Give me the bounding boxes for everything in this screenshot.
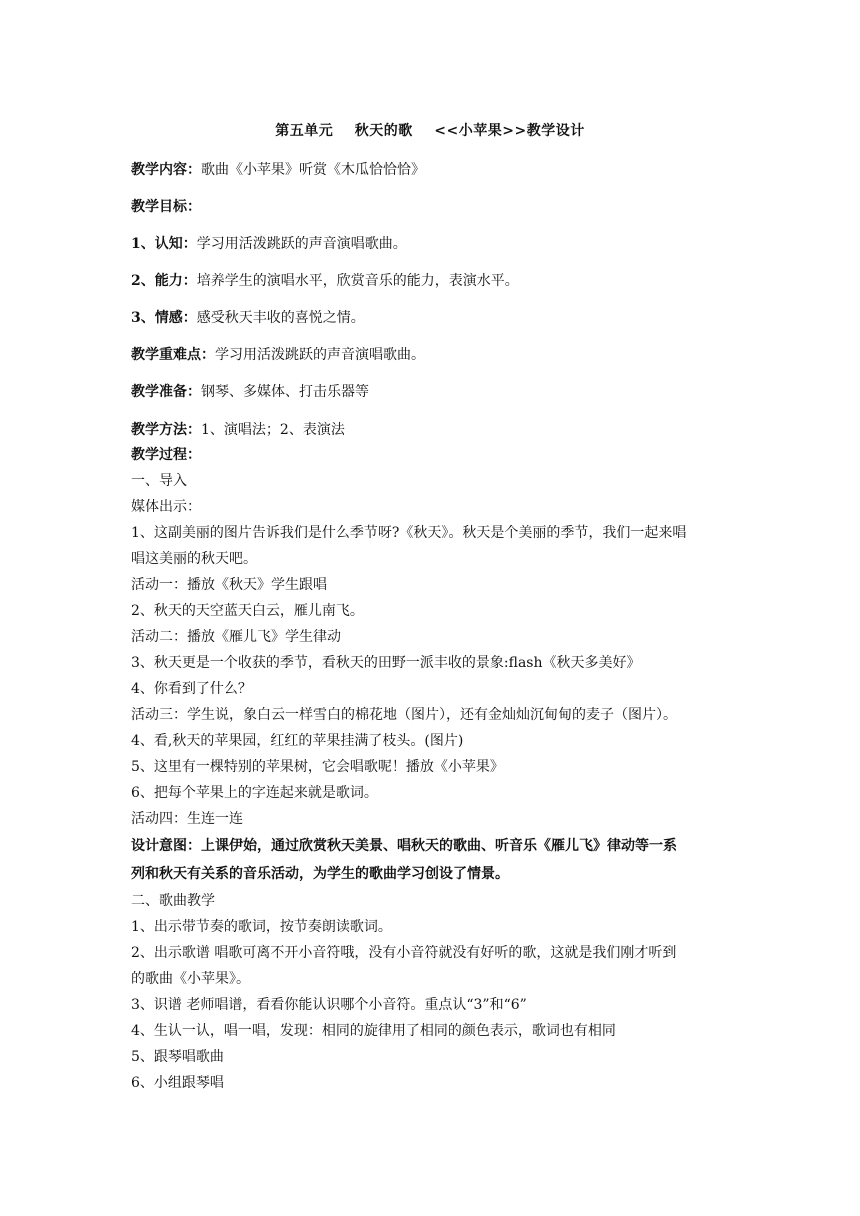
key-label: 教学重难点：: [131, 347, 215, 363]
body-line: 的歌曲《小苹果》。: [131, 971, 250, 987]
key-points: [131, 345, 741, 365]
goal-3-text: 感受秋天丰收的喜悦之情。: [196, 310, 365, 326]
prep-label: 教学准备：: [131, 384, 201, 400]
body-line: 6、把每个苹果上的字连起来就是歌词。: [131, 785, 378, 801]
body-line: 3、识谱 老师唱谱，看看你能认识哪个小音符。重点认“3”和“6”: [131, 997, 527, 1013]
goal-2-text: 培养学生的演唱水平，欣赏音乐的能力，表演水平。: [196, 273, 519, 289]
goal-1-label: 1、认知：: [131, 236, 197, 252]
body-line: 4、你看到了什么？: [131, 681, 252, 697]
body-line: 6、小组跟琴唱: [131, 1075, 224, 1091]
content-label: 教学内容：: [131, 162, 201, 178]
method-text: 1、演唱法；2、表演法: [201, 422, 345, 438]
design-intent-line-2: 列和秋天有关系的音乐活动，为学生的歌曲学习创设了情景。: [131, 866, 509, 882]
preparation: [131, 382, 741, 402]
body-line: 媒体出示：: [131, 499, 201, 515]
body-line: 活动三：学生说，象白云一样雪白的棉花地（图片），还有金灿灿沉甸甸的麦子（图片）。: [131, 707, 677, 723]
body-line: 2、秋天的天空蓝天白云，雁儿南飞。: [131, 603, 364, 619]
goal-3: [131, 308, 741, 328]
body-line: 1、这副美丽的图片告诉我们是什么季节呀?《秋天》。秋天是个美丽的季节，我们一起来唱: [131, 525, 687, 541]
goal-1: [131, 234, 741, 254]
body-line: 活动一：播放《秋天》学生跟唱: [131, 577, 327, 593]
process-label: 教学过程：: [131, 447, 201, 463]
goal-3-label: 3、情感：: [131, 310, 197, 326]
goal-2: [131, 271, 741, 291]
body-line: 活动四：生连一连: [131, 811, 243, 827]
body-line: 二、歌曲教学: [131, 893, 215, 909]
key-text: 学习用活泼跳跃的声音演唱歌曲。: [215, 347, 425, 363]
body-line: 5、跟琴唱歌曲: [131, 1049, 224, 1065]
goal-1-text: 学习用活泼跳跃的声音演唱歌曲。: [196, 236, 407, 252]
document-title: 第五单元 秋天的歌 <<小苹果>>教学设计: [275, 123, 585, 139]
body-line: 活动二：播放《雁儿飞》学生律动: [131, 629, 341, 645]
body-line: 一、导入: [131, 473, 187, 489]
content-text: 歌曲《小苹果》听赏《木瓜恰恰恰》: [201, 162, 425, 178]
method: [131, 420, 741, 440]
method-label: 教学方法：: [131, 422, 201, 438]
body-line: 4、看,秋天的苹果园，红红的苹果挂满了枝头。(图片): [131, 733, 464, 749]
body-line: 2、出示歌谱 唱歌可离不开小音符哦，没有小音符就没有好听的歌，这就是我们刚才听到: [131, 945, 677, 961]
design-intent-line-1: 设计意图：上课伊始，通过欣赏秋天美景、唱秋天的歌曲、听音乐《雁儿飞》律动等一系: [131, 838, 677, 854]
body-line: 1、出示带节奏的歌词，按节奏朗读歌词。: [131, 919, 392, 935]
body-line: 唱这美丽的秋天吧。: [131, 551, 257, 567]
goal-2-label: 2、能力：: [131, 273, 197, 289]
body-line: 4、生认一认，唱一唱，发现：相同的旋律用了相同的颜色表示，歌词也有相同: [131, 1023, 616, 1039]
goals-label: 教学目标：: [131, 199, 201, 215]
body-line: 5、这里有一棵特别的苹果树，它会唱歌呢！播放《小苹果》: [131, 759, 504, 775]
body-line: 3、秋天更是一个收获的季节，看秋天的田野一派丰收的景象:flash《秋天多美好》: [131, 655, 641, 671]
content-line: [131, 160, 741, 180]
prep-text: 钢琴、多媒体、打击乐器等: [201, 384, 369, 400]
